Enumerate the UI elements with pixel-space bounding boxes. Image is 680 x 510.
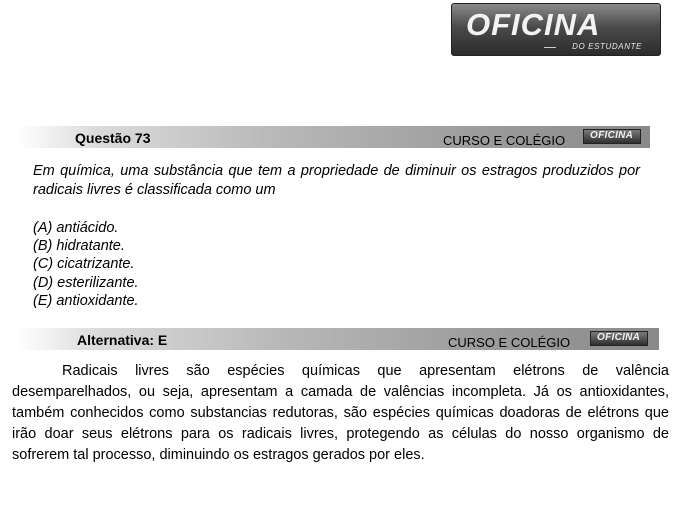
oficina-logo <box>451 3 661 56</box>
logo-divider <box>544 47 556 48</box>
answer-explanation: Radicais livres são espécies químicas que apresentam elétrons de valência desemparelhados, ou seja, apresentam a camada de valências incompleta. Já os antioxidantes, também conhecidos como substancias redutoras, são espécies químicas doadoras de elétrons que irão doar seus elétrons para os radicais livres, protegendo as células do nosso organismo de sofrerem tal processo, diminuindo os estragos gerados por eles. <box>12 363 669 463</box>
option-c: (C) cicatrizante. <box>33 256 135 273</box>
answer-options <box>33 219 139 310</box>
mini-logo-text: OFICINA <box>597 332 641 343</box>
logo-wordmark: OFICINA <box>466 7 601 42</box>
answer-header-bar <box>18 328 659 350</box>
option-a: (A) antiácido. <box>33 220 119 236</box>
question-header-bar <box>18 126 650 148</box>
mini-oficina-logo <box>590 331 648 346</box>
answer-title: Alternativa: E <box>77 332 168 348</box>
option-b: (B) hidratante. <box>33 238 125 255</box>
mini-logo-text: OFICINA <box>590 130 634 141</box>
option-e: (E) antioxidante. <box>33 292 139 309</box>
mini-oficina-logo <box>583 129 641 144</box>
question-number: Questão 73 <box>75 130 151 146</box>
option-d: (D) esterilizante. <box>33 274 139 291</box>
question-stem: Em química, uma substância que tem a propriedade de diminuir os estragos produzidos por radicais livres é classificada como um <box>33 163 640 198</box>
brand-label: CURSO E COLÉGIO <box>448 335 571 350</box>
brand-label: CURSO E COLÉGIO <box>443 133 566 148</box>
logo-subtitle: DO ESTUDANTE <box>572 42 642 51</box>
